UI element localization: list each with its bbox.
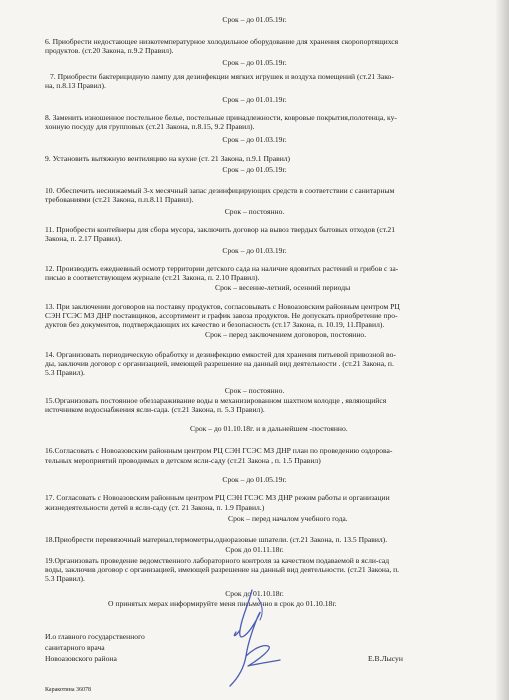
item-10-line-1: 10. Обеспечить неснижаемый 3-х месячный запас дезинфицирующих средств в соответствии с санитарным [45, 186, 395, 195]
item-10-deadline: Срок – постоянно. [224, 207, 285, 216]
item-19-deadline: Срок до 01.10.18г. [225, 589, 284, 598]
signer-title-line-1: И.о главного государственного [45, 632, 145, 641]
handwritten-signature [218, 586, 288, 690]
closing-statement: О принятых мерах информируйте меня письменно в срок до 01.10.18г. [108, 599, 337, 608]
item-14-line-2: ды, заключив договор с организацией, имеющей разрешение на данный вид деятельности . (ст.21 Закона, п. [45, 359, 394, 368]
top-deadline: Срок – до 01.05.19г. [222, 15, 287, 24]
item-19-line-2: воды, заключив договор с организацией, имеющей разрешение на данный вид деятельности. (ст.21 Закона, п. [45, 565, 400, 574]
item-15-deadline: Срок – до 01.10.18г. и в дальнейшем -постоянно. [190, 424, 348, 433]
item-19-line-3: 5.3 Правил). [45, 574, 85, 583]
item-11-line-1: 11. Приобрести контейнеры для сбора мусора, заключить договор на вывоз твердых бытовых отходов (ст.21 [45, 225, 396, 234]
item-17-line-1: 17. Согласовать с Новоазовским районным центром РЦ СЭН ГСЭС МЗ ДНР режим работы и организации [45, 493, 390, 502]
item-7-line-1: 7. Приобрести бактерицидную лампу для дезинфекции мягких игрушек и воздуха помещений (ст.21 Зако- [50, 72, 394, 81]
item-11-deadline: Срок – до 01.03.19г. [222, 246, 287, 255]
item-15-line-2: источником водоснабжения ясли-сада. (ст.21 Закона, п. 5.3 Правил). [45, 405, 265, 414]
item-14-line-1: 14. Организовать периодическую обработку и дезинфекцию емкостей для хранения питьевой привозной во- [45, 350, 396, 359]
item-12-line-2: писью в соответствующем журнале (ст.21 Закона, п. 2.10 Правил). [45, 273, 260, 282]
item-16-line-1: 16.Согласовать с Новоазовским районным центром РЦ СЭН ГСЭС МЗ ДНР план по проведению оздорова- [45, 446, 393, 455]
footer-note: Каракотина 36078 [45, 687, 91, 693]
item-8-line-1: 8. Заменить изношенное постельное белье, постельные принадлежности, ковровые покрытия,полотенца, ку- [45, 113, 397, 122]
item-18-line-1: 18.Приобрести перевязочный материал,термометры,одноразовые шпатели. (ст.21 Закона, п. 13.5 Правил). [45, 535, 388, 544]
item-16-deadline: Срок – до 01.05.19г. [222, 475, 287, 484]
signer-name: Е.В.Лысун [368, 654, 403, 663]
signer-title-line-2: санитарного врача [45, 643, 105, 652]
item-13-line-2: СЭН ГСЭС МЗ ДНР поставщиков, ассортимент и график завоза продуктов. Не допускать приобретение про- [45, 311, 398, 320]
item-8-deadline: Срок – до 01.03.19г. [222, 135, 287, 144]
item-6-line-1: 6. Приобрести недостающее низкотемпературное холодильное оборудование для хранения скоропортящихся [45, 37, 399, 46]
item-15-line-1: 15.Организовать постоянное обеззараживание воды в механизированном шахтном колодце , являющийся [45, 396, 387, 405]
item-9-deadline: Срок – до 01.05.19г. [222, 165, 287, 174]
item-10-line-2: требованиями (ст.21 Закона, п.п.8.11 Правил). [45, 195, 194, 204]
item-6-line-2: продуктов. (ст.20 Закона, п.9.2 Правил). [45, 46, 174, 55]
item-19-line-1: 19.Организовать проведение ведомственного лабораторного контроля за качеством подаваемой в ясли-сад [45, 556, 390, 565]
item-17-line-2: жизнедеятельности детей в ясли-саду (ст. 21 Закона, п. 1.9 Правил.) [45, 503, 265, 512]
item-14-deadline: Срок – постоянно. [224, 386, 285, 395]
item-7-deadline: Срок – до 01.01.19г. [222, 95, 287, 104]
item-11-line-2: Закона, п. 2.17 Правил). [45, 234, 123, 243]
item-12-line-1: 12. Производить ежедневный осмотр территории детского сада на наличие ядовитых растений и грибов с за- [45, 264, 399, 273]
item-17-deadline: Срок – перед началом учебного года. [228, 514, 348, 523]
signer-title-line-3: Новоазовского района [45, 654, 117, 663]
item-13-deadline: Срок – перед заключением договоров, постоянно. [205, 330, 367, 339]
item-16-line-2: тельных мероприятий проводимых в детском ясли-саду (ст.21 Закона , п. 1.5 Правил) [45, 456, 321, 465]
item-13-line-1: 13. При заключении договоров на поставку продуктов, согласовывать с Новоазовским районным центром РЦ [45, 302, 400, 311]
item-14-line-3: 5.3 Правил). [45, 368, 85, 377]
item-8-line-2: хонную посуду для групповых (ст.21 Закона, п.8.15, 9.2 Правил). [45, 122, 255, 131]
item-6-deadline: Срок – до 01.05.19г. [222, 58, 287, 67]
item-18-deadline: Срок до 01.11.18г. [225, 545, 284, 554]
item-7-line-2: на, п.8.13 Правил). [45, 81, 106, 90]
item-13-line-3: дуктов без документов, подтверждающих их качество и безопасность (ст.17 Закона, п. 10.19, 11.Правил). [45, 320, 385, 329]
item-9-line-1: 9. Установить вытяжную вентиляцию на кухне (ст. 21 Закона, п.9.1 Правил) [45, 154, 291, 163]
item-12-deadline: Срок – весенне-летний, осенний периоды [215, 283, 351, 292]
